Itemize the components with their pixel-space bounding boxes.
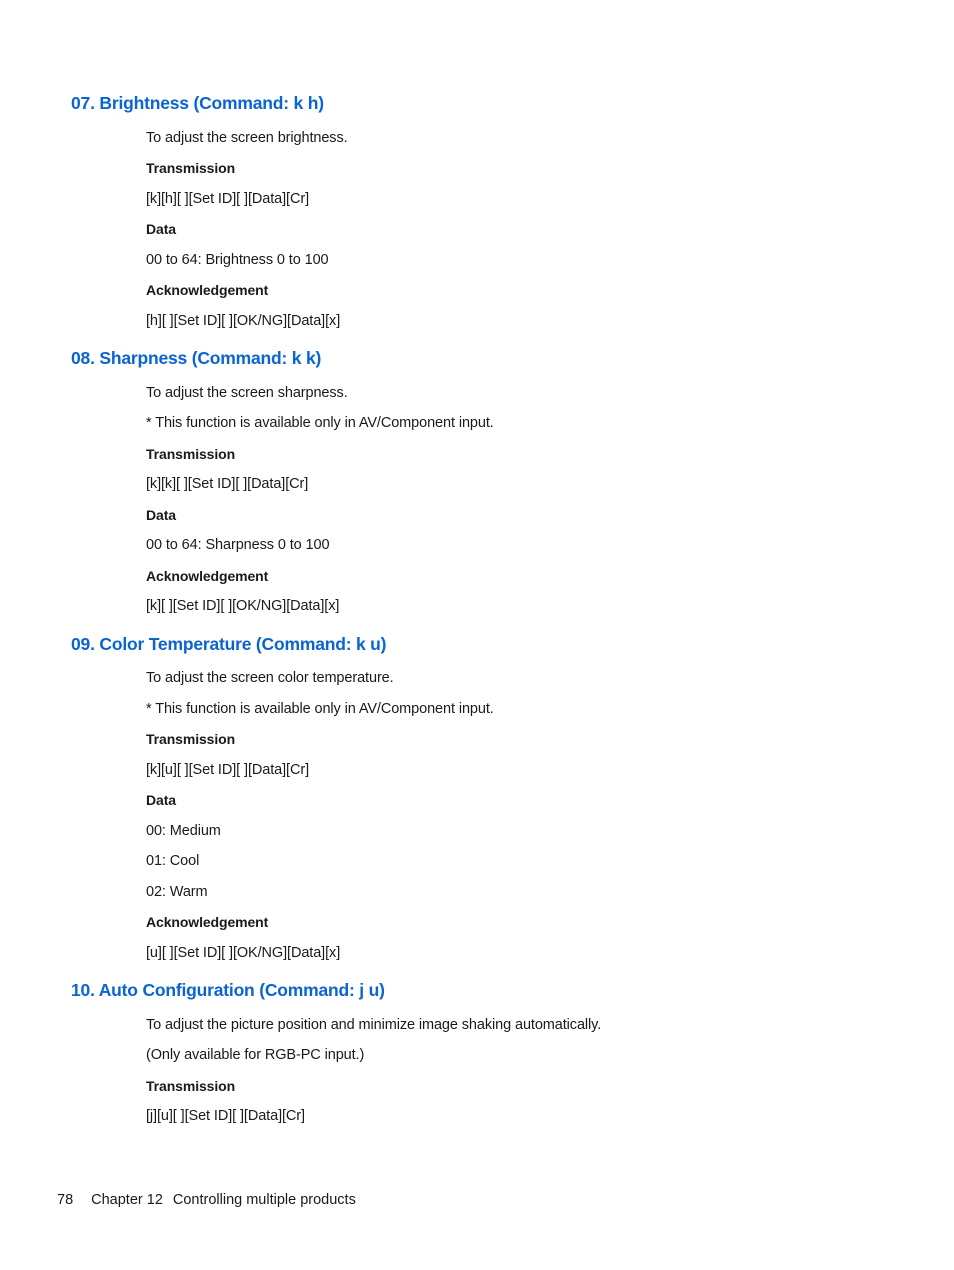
color-temperature-data-label: Data	[146, 792, 176, 808]
color-temperature-data-line: 01: Cool	[146, 853, 200, 869]
color-temperature-description: To adjust the screen color temperature.	[146, 670, 394, 686]
sharpness-data-label: Data	[146, 507, 176, 523]
page-number: 78	[57, 1192, 74, 1208]
sharpness-transmission-label: Transmission	[146, 446, 236, 462]
brightness-ack: [h][ ][Set ID][ ][OK/NG][Data][x]	[146, 313, 341, 329]
auto-configuration-description: To adjust the picture position and minimize image shaking automatically.	[146, 1017, 602, 1033]
color-temperature-data-line: 02: Warm	[146, 884, 208, 900]
sharpness-description: To adjust the screen sharpness.	[146, 385, 348, 401]
section-title-brightness: 07. Brightness (Command: k h)	[71, 93, 324, 113]
section-title-color-temperature: 09. Color Temperature (Command: k u)	[71, 634, 387, 654]
footer-chapter-title: Controlling multiple products	[172, 1192, 356, 1208]
color-temperature-data-line: 00: Medium	[146, 823, 221, 839]
page-footer	[57, 1192, 356, 1208]
brightness-data-line: 00 to 64: Brightness 0 to 100	[146, 252, 329, 268]
section-title-sharpness: 08. Sharpness (Command: k k)	[71, 348, 322, 368]
brightness-data-label: Data	[146, 221, 176, 237]
footer-chapter: Chapter 12	[91, 1192, 163, 1208]
sharpness-ack-label: Acknowledgement	[146, 568, 269, 584]
color-temperature-transmission: [k][u][ ][Set ID][ ][Data][Cr]	[146, 762, 309, 778]
sharpness-note: * This function is available only in AV/Component input.	[146, 415, 494, 431]
color-temperature-transmission-label: Transmission	[146, 731, 236, 747]
auto-configuration-note: (Only available for RGB-PC input.)	[146, 1047, 365, 1063]
brightness-ack-label: Acknowledgement	[146, 282, 269, 298]
brightness-transmission-label: Transmission	[146, 160, 236, 176]
brightness-transmission: [k][h][ ][Set ID][ ][Data][Cr]	[146, 191, 309, 207]
auto-configuration-transmission-label: Transmission	[146, 1078, 236, 1094]
sharpness-ack: [k][ ][Set ID][ ][OK/NG][Data][x]	[146, 598, 340, 614]
sharpness-data-line: 00 to 64: Sharpness 0 to 100	[146, 537, 330, 553]
brightness-description: To adjust the screen brightness.	[146, 130, 348, 146]
color-temperature-ack: [u][ ][Set ID][ ][OK/NG][Data][x]	[146, 945, 341, 961]
sharpness-transmission: [k][k][ ][Set ID][ ][Data][Cr]	[146, 476, 309, 492]
color-temperature-note: * This function is available only in AV/Component input.	[146, 701, 494, 717]
section-title-auto-configuration: 10. Auto Configuration (Command: j u)	[71, 980, 385, 1000]
auto-configuration-transmission: [j][u][ ][Set ID][ ][Data][Cr]	[146, 1108, 305, 1124]
color-temperature-ack-label: Acknowledgement	[146, 914, 269, 930]
